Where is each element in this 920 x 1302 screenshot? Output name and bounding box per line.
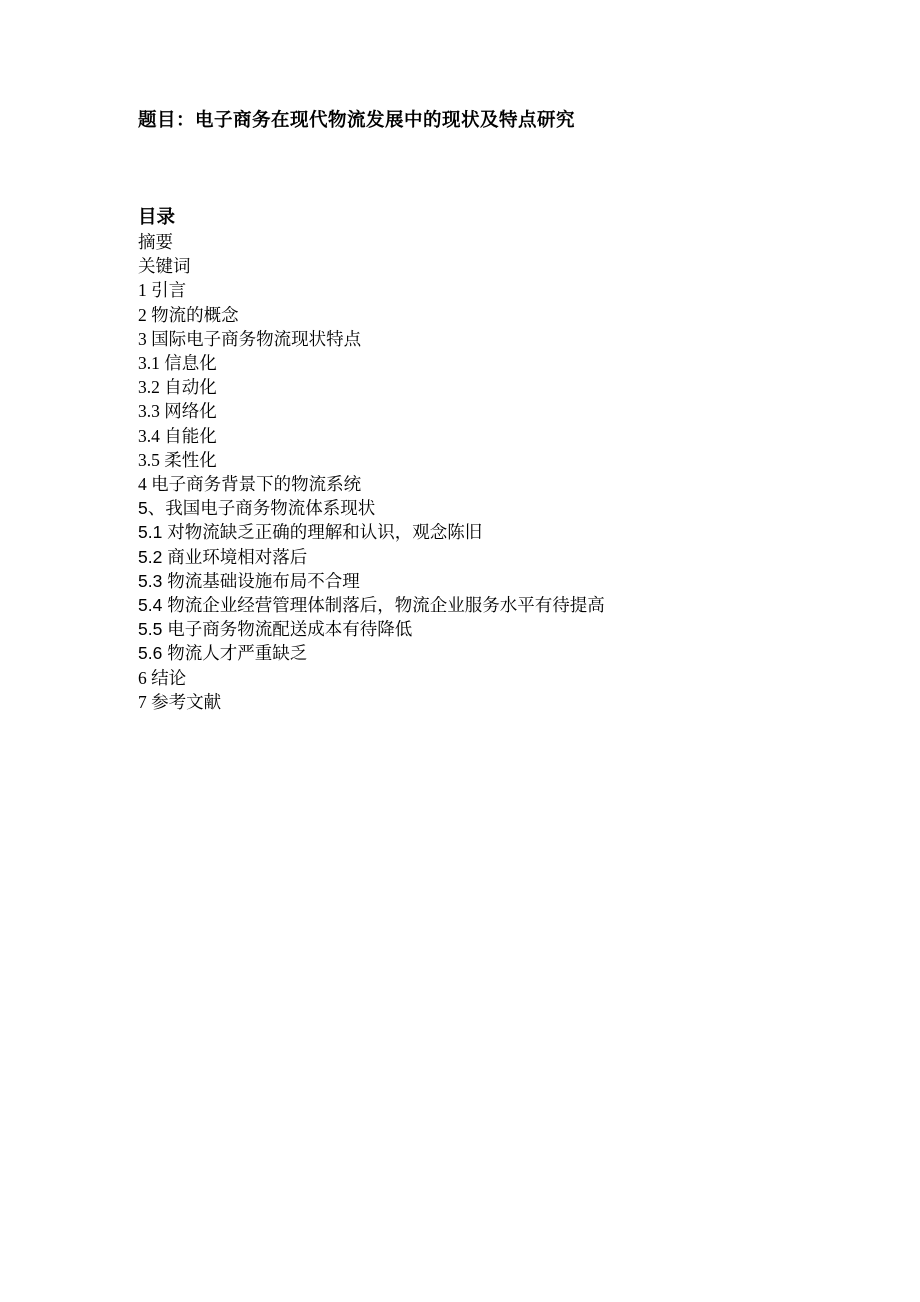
toc-item-5-3 — [138, 569, 860, 593]
toc-item-4 — [138, 472, 860, 496]
toc-item-6 — [138, 666, 860, 690]
toc-item-5-5 — [138, 617, 860, 641]
document-title: 题目：电子商务在现代物流发展中的现状及特点研究 — [138, 111, 576, 131]
toc-item-label: 商业环境相对落后 — [167, 546, 308, 567]
toc-item-5-4 — [138, 593, 860, 617]
toc-item-label: 物流人才严重缺乏 — [167, 643, 308, 664]
toc-item-3-4 — [138, 424, 860, 448]
toc-item-label: 引言 — [151, 280, 187, 301]
toc-item-label: 参考文献 — [151, 691, 222, 712]
toc-item-label: 国际电子商务物流现状特点 — [151, 328, 362, 349]
toc-item-label: 对物流缺乏正确的理解和认识，观念陈旧 — [167, 522, 483, 543]
document-content — [138, 108, 860, 714]
toc-item-number: 3.1 — [138, 353, 165, 374]
toc-item-label: 物流企业经营管理体制落后，物流企业服务水平有待提高 — [167, 595, 605, 616]
toc-item-number: 5.4 — [138, 595, 168, 616]
toc-item-3-2 — [138, 375, 860, 399]
toc-item-5-2 — [138, 545, 860, 569]
toc-item-number: 5.5 — [138, 619, 168, 640]
toc-item-1 — [138, 278, 860, 302]
toc-item-3 — [138, 327, 860, 351]
toc-item-label: 电子商务背景下的物流系统 — [151, 474, 362, 495]
toc-item-label: 物流的概念 — [151, 304, 239, 325]
toc-item-label: 摘要 — [138, 232, 173, 252]
toc-item-number: 5.1 — [138, 522, 168, 543]
toc-item-number: 5.2 — [138, 546, 168, 567]
toc-item-label: 结论 — [151, 667, 187, 688]
toc-item-label: 物流基础设施布局不合理 — [167, 570, 360, 591]
toc-item-5 — [138, 496, 860, 520]
toc-item-number: 3.5 — [138, 449, 165, 470]
toc-item-5-1 — [138, 520, 860, 544]
toc-item-number: 2 — [138, 304, 152, 325]
toc-item-3-1 — [138, 351, 860, 375]
toc-item-3-3 — [138, 399, 860, 423]
toc-item-keywords — [138, 254, 860, 278]
toc-item-label: 信息化 — [164, 353, 217, 374]
toc-heading: 目录 — [138, 208, 176, 228]
toc-item-number: 7 — [138, 691, 152, 712]
toc-item-number: 3.4 — [138, 425, 165, 446]
toc-item-number: 6 — [138, 667, 152, 688]
toc-item-abstract — [138, 230, 860, 254]
toc-item-label: 柔性化 — [164, 449, 217, 470]
toc-item-7 — [138, 690, 860, 714]
toc-item-label: 自能化 — [164, 425, 217, 446]
toc-item-number: 3.3 — [138, 401, 165, 422]
toc-item-label: 自动化 — [164, 377, 217, 398]
toc-item-label: 电子商务物流配送成本有待降低 — [167, 619, 413, 640]
toc-item-5-6 — [138, 641, 860, 665]
toc-item-number: 5、 — [138, 498, 166, 519]
toc-item-label: 我国电子商务物流体系现状 — [165, 498, 376, 519]
toc-item-number: 5.6 — [138, 643, 168, 664]
toc-item-label: 网络化 — [164, 401, 217, 422]
toc-item-number: 1 — [138, 280, 152, 301]
toc-item-3-5 — [138, 448, 860, 472]
toc-item-number: 5.3 — [138, 570, 168, 591]
toc-item-label: 关键词 — [138, 256, 191, 277]
toc-item-number: 3.2 — [138, 377, 165, 398]
toc-item-number: 4 — [138, 474, 152, 495]
toc-item-number: 3 — [138, 328, 152, 349]
toc-item-2 — [138, 303, 860, 327]
